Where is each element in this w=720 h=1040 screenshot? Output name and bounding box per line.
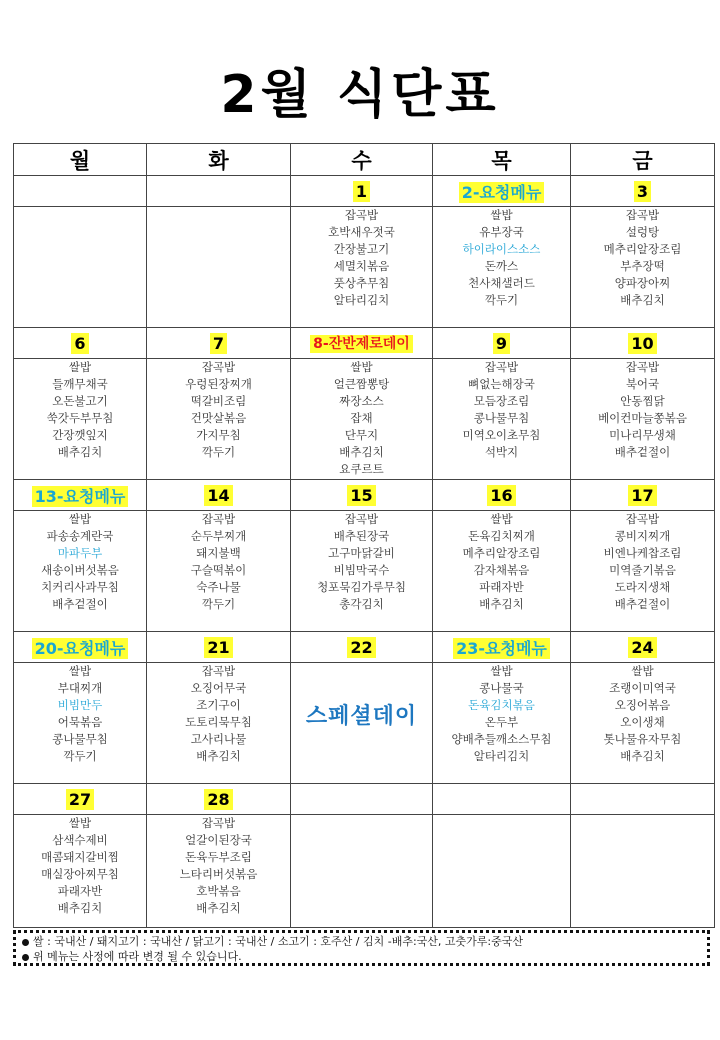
date-cell [433,176,571,207]
menu-item: 오이생채 [620,715,665,729]
menu-cell [14,359,147,480]
menu-cell [14,207,147,328]
note-origin [22,934,707,949]
menu-item: 파송송계란국 [46,529,114,543]
date-cell [291,480,433,511]
menu-item: 고사리나물 [190,732,247,746]
weekday-tue: 화 [147,144,291,176]
menu-item: 콩나물무침 [52,732,108,746]
menu-item: 오징어무국 [190,681,247,695]
menu-row [14,207,715,328]
menu-cell [147,359,291,480]
menu-cell [433,511,571,632]
date-row [14,784,715,815]
date-row [14,480,715,511]
menu-item: 깍두기 [484,293,519,307]
date-label: 3 [634,181,651,202]
menu-cell [571,815,715,928]
date-cell [571,328,715,359]
menu-row [14,815,715,928]
menu-item: 콩나물국 [479,681,524,695]
menu-item: 오돈불고기 [52,394,108,408]
date-cell [14,480,147,511]
menu-cell [291,511,433,632]
menu-item: 배추김치 [196,749,241,763]
menu-item: 요쿠르트 [339,462,384,476]
menu-item: 메추리알장조림 [462,546,541,560]
menu-calendar-table [13,143,715,928]
menu-item: 도라지생채 [614,580,671,594]
menu-item: 쑥갓두부무침 [46,411,114,425]
menu-item: 쌀밥 [490,208,513,222]
menu-item: 북어국 [625,377,660,391]
menu-cell [14,511,147,632]
menu-item: 간장불고기 [333,242,390,256]
menu-cell [571,511,715,632]
date-cell [571,784,715,815]
date-label: 17 [628,485,656,506]
menu-row [14,663,715,784]
date-cell [147,784,291,815]
date-label [216,181,222,202]
menu-item: 깍두기 [201,445,236,459]
note-origin-text: 쌀 : 국내산 / 돼지고기 : 국내산 / 닭고기 : 국내산 / 소고기 : 호주산 / 김치 -배추:국산, 고춧가루:중국산 [33,935,523,948]
menu-cell [571,207,715,328]
menu-item: 얼큰짬뽕탕 [333,377,390,391]
note-change [22,949,707,964]
date-cell [571,480,715,511]
menu-item: 모듬장조림 [473,394,530,408]
date-cell [433,328,571,359]
special-day-label: 스페셜데이 [305,704,418,729]
date-label: 27 [66,789,94,810]
menu-item: 잡곡밥 [344,208,379,222]
menu-cell [14,815,147,928]
date-cell [571,176,715,207]
date-label: 6 [71,333,88,354]
menu-row [14,359,715,480]
date-cell [147,176,291,207]
date-cell [14,328,147,359]
menu-item: 알타리김치 [473,749,530,763]
menu-cell [291,663,433,784]
menu-cell [291,815,433,928]
menu-item: 쌀밥 [490,512,513,526]
menu-cell [433,207,571,328]
menu-item: 순두부찌개 [190,529,247,543]
date-label: 2-요청메뉴 [459,182,545,203]
menu-cell [147,663,291,784]
menu-item: 안동찜닭 [620,394,665,408]
menu-item: 콩비지찌개 [614,529,671,543]
date-row [14,176,715,207]
menu-item: 알타리김치 [333,293,390,307]
weekday-wed: 수 [291,144,433,176]
menu-item: 배추겉절이 [614,597,671,611]
menu-item: 간장깻잎지 [52,428,108,442]
menu-item: 양파장아찌 [614,276,671,290]
menu-cell [291,359,433,480]
menu-item: 가지무침 [196,428,241,442]
menu-cell [291,207,433,328]
date-cell [291,632,433,663]
menu-item: 쌀밥 [68,360,92,374]
date-label [77,181,83,202]
menu-item: 톳나물유자무침 [603,732,682,746]
date-cell [14,784,147,815]
menu-item: 호박새우젓국 [328,225,395,239]
menu-item: 어묵볶음 [57,715,103,729]
date-cell [147,480,291,511]
date-label [640,789,646,810]
menu-item: 천사채샐러드 [468,276,535,290]
menu-item: 잡곡밥 [201,360,236,374]
menu-item: 비엔나케찹조림 [603,546,682,560]
date-cell [571,632,715,663]
menu-item: 뼈없는해장국 [468,377,535,391]
date-label: 9 [493,333,510,354]
date-row [14,632,715,663]
note-change-text: 위 메뉴는 사정에 따라 변경 될 수 있습니다. [33,950,242,963]
menu-item: 유부장국 [479,225,524,239]
menu-item: 배추된장국 [333,529,390,543]
menu-item: 우렁된장찌개 [185,377,252,391]
date-cell [14,176,147,207]
menu-item: 삼색수제비 [52,833,108,847]
menu-item: 깍두기 [201,597,236,611]
menu-item: 배추김치 [339,445,384,459]
date-label: 15 [347,485,375,506]
menu-item: 잡곡밥 [625,208,660,222]
menu-cell [147,815,291,928]
menu-item: 잡곡밥 [625,512,660,526]
date-label: 21 [204,637,232,658]
menu-item: 풋상추무침 [333,276,390,290]
bullet-icon [22,939,29,946]
menu-item: 감자채볶음 [473,563,530,577]
menu-item: 잡곡밥 [201,512,236,526]
date-label: 8-잔반제로데이 [310,335,413,353]
date-cell [291,176,433,207]
menu-item: 잡곡밥 [484,360,519,374]
menu-item: 배추김치 [57,901,103,915]
menu-item: 배추김치 [196,901,241,915]
menu-item: 석박지 [484,445,519,459]
menu-item: 잡곡밥 [201,664,236,678]
menu-item: 배추겉절이 [614,445,671,459]
menu-item: 쌀밥 [68,512,92,526]
menu-item: 숙주나물 [196,580,241,594]
menu-item: 온두부 [484,715,519,729]
menu-item: 베이컨마늘쫑볶음 [598,411,687,425]
menu-item: 잡곡밥 [201,816,236,830]
date-label: 14 [204,485,232,506]
weekday-mon: 월 [14,144,147,176]
date-label: 22 [347,637,375,658]
menu-item: 조기구이 [196,698,241,712]
menu-item: 쌀밥 [68,816,92,830]
date-label: 23-요청메뉴 [453,638,550,659]
date-label: 28 [204,789,232,810]
menu-item: 잡곡밥 [625,360,660,374]
menu-item: 부추장떡 [620,259,665,273]
menu-cell [433,359,571,480]
date-label: 1 [353,181,370,202]
menu-item: 얼갈이된장국 [185,833,252,847]
menu-item: 하이라이스소스 [462,242,541,256]
date-cell [147,632,291,663]
menu-item: 미나리무생채 [609,428,676,442]
menu-item: 설렁탕 [625,225,660,239]
weekday-fri: 금 [571,144,715,176]
menu-item: 부대찌개 [57,681,103,695]
menu-cell [571,663,715,784]
menu-item: 쌀밥 [631,664,654,678]
date-cell [433,480,571,511]
menu-item: 건맛살볶음 [190,411,247,425]
menu-item: 쌀밥 [490,664,513,678]
weekday-thu: 목 [433,144,571,176]
menu-item: 돈육두부조림 [185,850,252,864]
date-label: 10 [628,333,656,354]
date-label: 20-요청메뉴 [32,638,129,659]
menu-item: 파래자반 [57,884,103,898]
menu-item: 돈육김치찌개 [468,529,535,543]
menu-item: 미역오이초무침 [462,428,541,442]
date-row [14,328,715,359]
date-label [499,789,505,810]
page-title: 2월 식단표 [220,65,500,125]
notes-box [13,930,710,966]
date-cell [14,632,147,663]
menu-row [14,511,715,632]
menu-cell [147,207,291,328]
menu-item: 청포묵김가루무침 [317,580,406,594]
weekday-header-row [14,144,715,176]
menu-item: 치커리사과무침 [41,580,119,594]
menu-item: 잡채 [350,411,373,425]
menu-item: 총각김치 [339,597,384,611]
menu-item: 배추김치 [479,597,524,611]
date-label: 24 [628,637,656,658]
menu-cell [571,359,715,480]
menu-item: 미역줄기볶음 [609,563,676,577]
menu-item: 조랭이미역국 [609,681,676,695]
menu-item: 매실장아찌무침 [41,867,119,881]
menu-item: 느타리버섯볶음 [179,867,258,881]
date-cell [433,784,571,815]
menu-item: 호박볶음 [196,884,241,898]
date-label: 16 [487,485,515,506]
date-cell [433,632,571,663]
menu-item: 마파두부 [57,546,103,560]
menu-item: 돈까스 [484,259,519,273]
date-cell [291,328,433,359]
menu-item: 배추김치 [620,293,665,307]
menu-cell [433,663,571,784]
menu-item: 단무지 [344,428,379,442]
menu-item: 들깨무채국 [52,377,108,391]
menu-item: 배추김치 [620,749,665,763]
menu-item: 돼지불백 [196,546,241,560]
menu-item: 비빔만두 [57,698,103,712]
menu-item: 비빔막국수 [333,563,390,577]
menu-item: 쌀밥 [68,664,92,678]
menu-cell [147,511,291,632]
menu-item: 돈육김치볶음 [468,698,535,712]
menu-item: 새송이버섯볶음 [41,563,119,577]
menu-item: 도토리묵무침 [185,715,252,729]
menu-item: 쌀밥 [350,360,373,374]
menu-item: 구슬떡볶이 [190,563,247,577]
date-label: 7 [210,333,227,354]
menu-item: 깍두기 [63,749,97,763]
menu-item: 세멸치볶음 [333,259,390,273]
menu-item: 배추겉절이 [52,597,108,611]
menu-cell [14,663,147,784]
date-cell [147,328,291,359]
menu-item: 파래자반 [479,580,524,594]
menu-item: 양배추들깨소스무침 [451,732,552,746]
menu-item: 콩나물무침 [473,411,530,425]
menu-item: 매콤돼지갈비찜 [41,850,119,864]
menu-item: 잡곡밥 [344,512,379,526]
menu-item: 고구마닭갈비 [328,546,395,560]
menu-cell [433,815,571,928]
date-cell [291,784,433,815]
date-label [359,789,365,810]
date-label: 13-요청메뉴 [32,486,129,507]
menu-item: 배추김치 [57,445,103,459]
menu-item: 메추리알장조림 [603,242,682,256]
menu-item: 떡갈비조림 [190,394,247,408]
menu-item: 짜장소스 [339,394,384,408]
menu-item: 오징어볶음 [614,698,671,712]
bullet-icon [22,954,29,961]
